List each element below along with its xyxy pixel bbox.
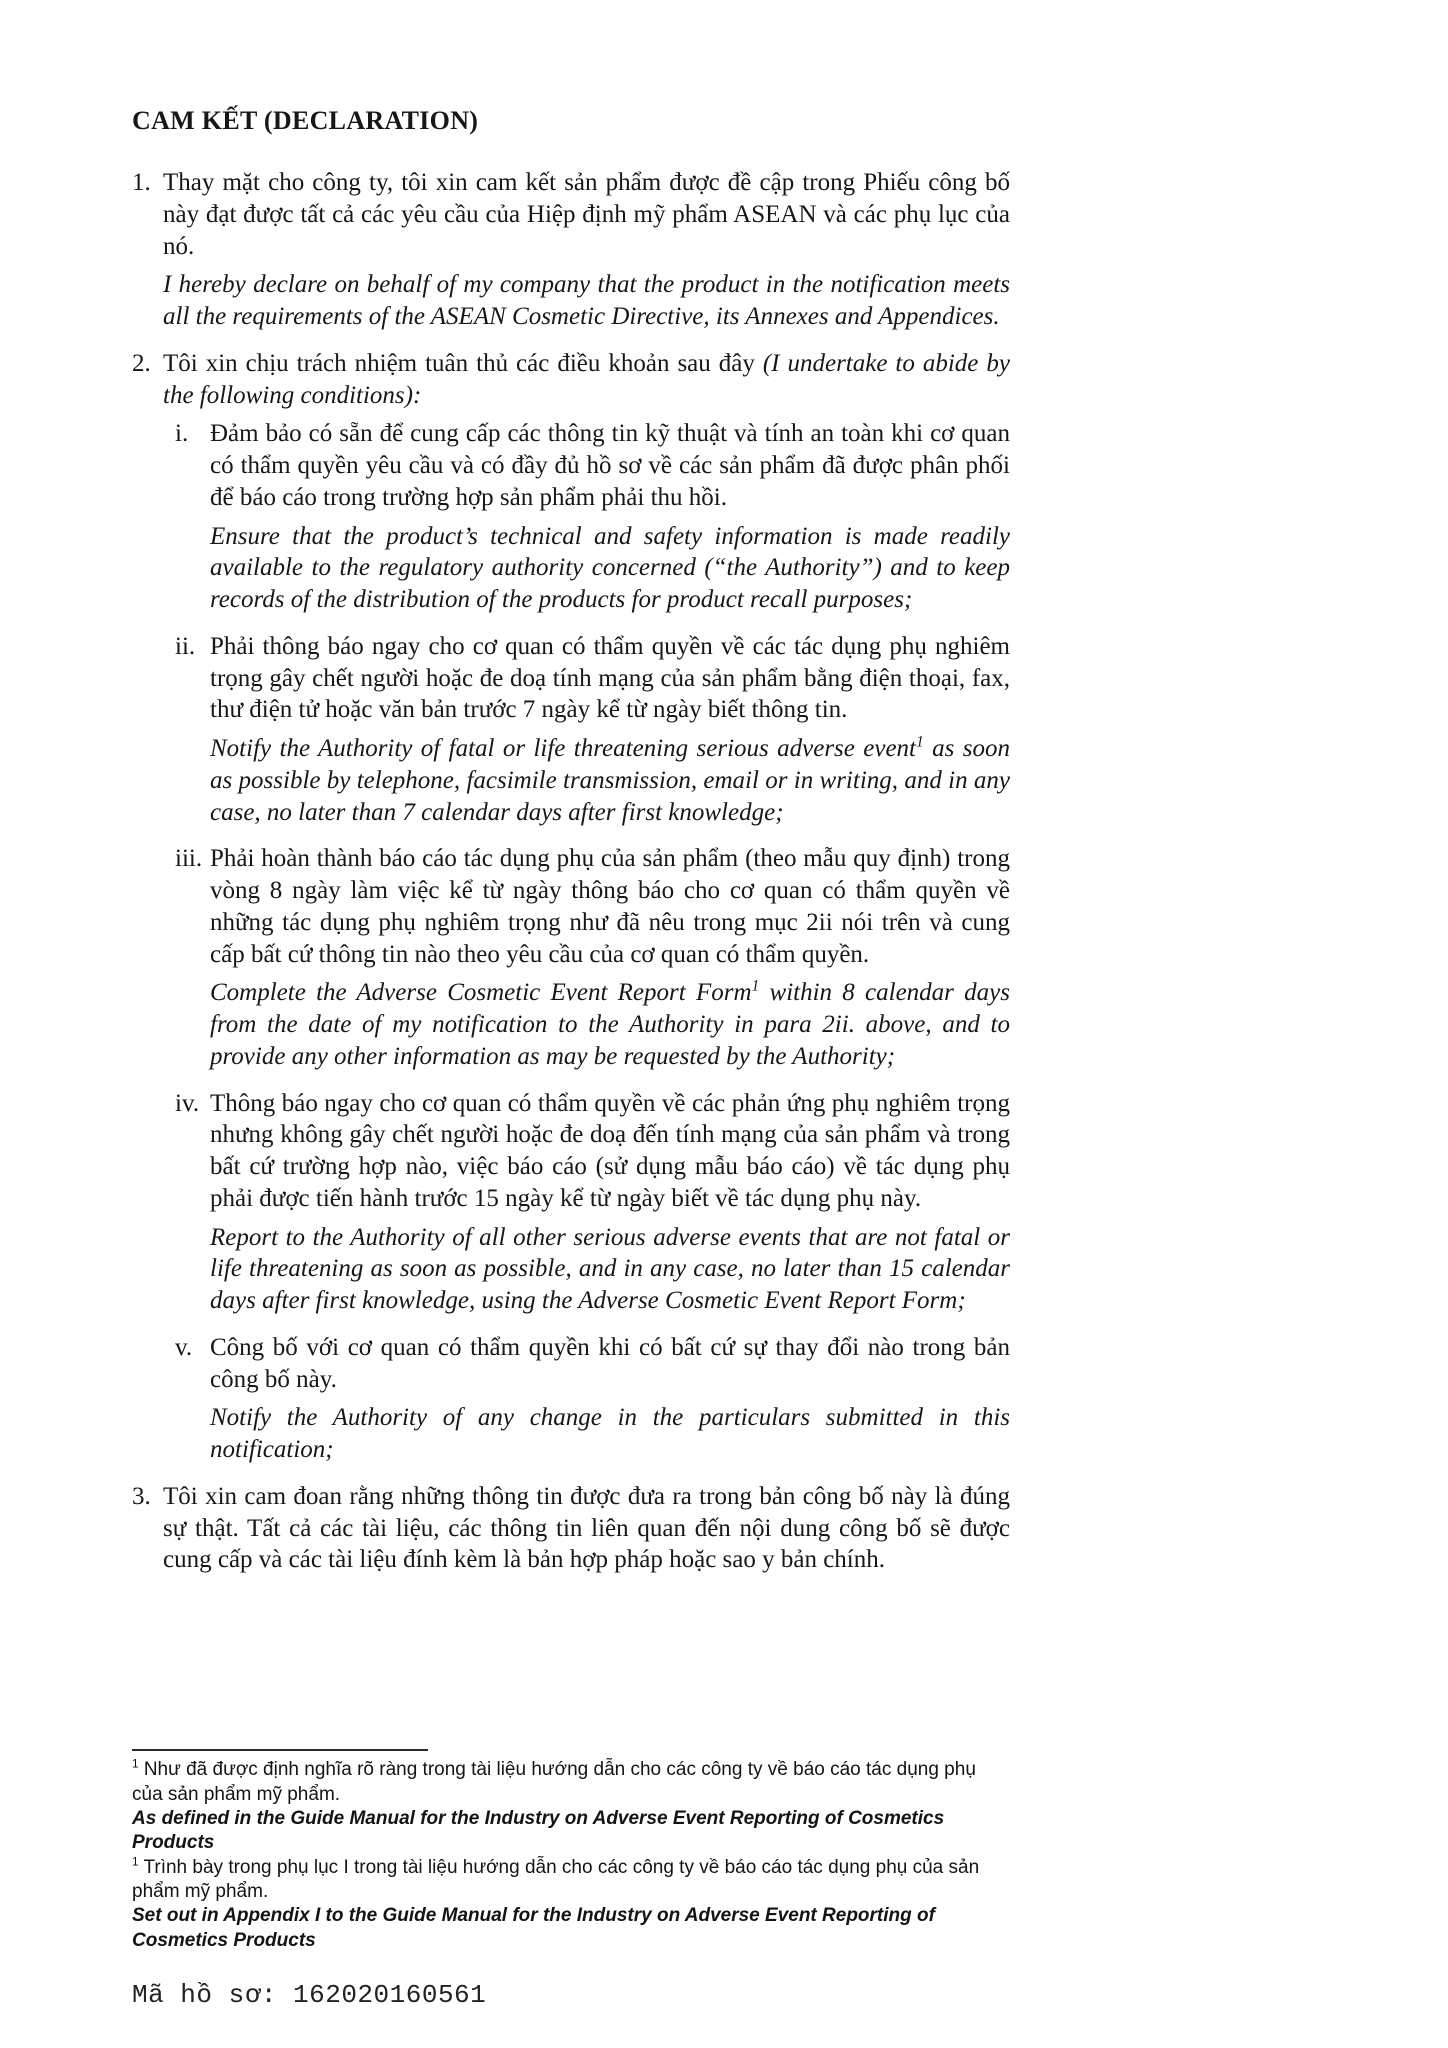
subitem-iv-english-text: Report to the Authority of all other serious adverse events that are not fatal or life threatening as soon as possible, and in any case, no later than 15 calendar days after first knowledge, using the Adverse Cosmetic Event Report Form;	[210, 1223, 1010, 1315]
footnotes-section	[132, 1749, 1010, 1953]
subitem-i	[163, 418, 1010, 631]
document-title: CAM KẾT (DECLARATION)	[132, 106, 479, 135]
footnote-2-english: Set out in Appendix I to the Guide Manual for the Industry on Adverse Event Reporting of Cosmetics Products	[132, 1905, 935, 1951]
subitem-v-body	[210, 1332, 1010, 1481]
subitem-iv	[163, 1088, 1010, 1332]
subitem-ii-body	[210, 631, 1010, 844]
subitem-ii-english-text	[210, 733, 1010, 828]
subitem-ii-english-part-a: Notify the Authority of fatal or life threatening serious adverse event	[210, 735, 916, 763]
subitem-iii-footnote-ref: 1	[751, 977, 760, 995]
subitem-i-body	[210, 418, 1010, 631]
subitem-ii-vietnamese-text: Phải thông báo ngay cho cơ quan có thẩm quyền về các tác dụng phụ nghiêm trọng gây chết người hoặc đe doạ tính mạng của sản phẩm bằng điện thoại, fax, thư điện tử hoặc văn bản trước 7 ngày kể từ ngày biết thông tin.	[210, 632, 1010, 724]
subitem-ii-footnote-ref: 1	[916, 733, 924, 751]
subitem-iii-english-part-b: within 8 calendar days from the date of my notification to the Authority in para 2ii. above, and to provide any other information as may be requested by the Authority;	[210, 979, 1010, 1070]
item-2-english-lead: (I undertake to abide by the following conditions):	[163, 349, 1010, 409]
item-1-english-text: I hereby declare on behalf of my company that the product in the notification meets all the requirements of the ASEAN Cosmetic Directive, its Annexes and Appendices.	[163, 271, 1010, 331]
subitem-iii-vietnamese-text: Phải hoàn thành báo cáo tác dụng phụ của sản phẩm (theo mẫu quy định) trong vòng 8 ngày làm việc kể từ ngày thông báo cho cơ quan có thẩm quyền về những tác dụng phụ nghiêm trọng như đã nêu trong mục 2ii nói trên và cung cấp bất cứ thông tin nào theo yêu cầu của cơ quan có thẩm quyền.	[210, 845, 1010, 968]
declaration-item-3	[132, 1481, 1010, 1583]
file-code: Mã hồ sơ: 162020160561	[132, 1979, 487, 2010]
item-3-body	[163, 1481, 1010, 1583]
subitem-iii-numeral: iii.	[175, 845, 203, 873]
footnote-1-vietnamese-text: Như đã được định nghĩa rõ ràng trong tài liệu hướng dẫn cho các công ty về báo cáo tác dụng phụ của sản phẩm mỹ phẩm.	[132, 1759, 976, 1805]
item-1-body	[163, 167, 1010, 348]
subitem-iii-english-text	[210, 977, 1010, 1072]
subitem-iv-vietnamese-text: Thông báo ngay cho cơ quan có thẩm quyền về các phản ứng phụ nghiêm trọng nhưng không gây chết người hoặc đe doạ đến tính mạng của sản phẩm và trong bất cứ trường hợp nào, việc báo cáo (sử dụng mẫu báo cáo) về tác dụng phụ phải được tiến hành trước 15 ngày kể từ ngày biết về tác dụng phụ này.	[210, 1089, 1010, 1212]
subitem-v-english-text: Notify the Authority of any change in the particulars submitted in this notification;	[210, 1404, 1010, 1464]
item-3-vietnamese-text: Tôi xin cam đoan rằng những thông tin được đưa ra trong bản công bố này là đúng sự thật. Tất cả các tài liệu, các thông tin liên quan đến nội dung công bố sẽ được cung cấp và các tài liệu đính kèm là bản hợp pháp hoặc sao y bản chính.	[163, 1482, 1010, 1574]
footnote-2-vietnamese-text: Trình bày trong phụ lục I trong tài liệu hướng dẫn cho các công ty về báo cáo tác dụng phụ của sản phẩm mỹ phẩm.	[132, 1856, 980, 1903]
declaration-item-1	[132, 167, 1010, 348]
declaration-item-2	[132, 348, 1010, 1481]
subitem-v-numeral: v.	[175, 1333, 193, 1361]
footnote-2-marker: 1	[132, 1855, 139, 1869]
footnote-2-vietnamese	[132, 1856, 1010, 1905]
subitem-i-english-text: Ensure that the product’s technical and safety information is made readily available to the regulatory authority concerned (“the Authority”) and to keep records of the distribution of the products for product recall purposes;	[210, 522, 1010, 614]
item-2-vietnamese-lead: Tôi xin chịu trách nhiệm tuân thủ các điều khoản sau đây	[163, 349, 763, 377]
subitem-iii-body	[210, 843, 1010, 1087]
item-2-body	[163, 348, 1010, 1481]
item-1-vietnamese-text: Thay mặt cho công ty, tôi xin cam kết sản phẩm được đề cập trong Phiếu công bố này đạt được tất cả các yêu cầu của Hiệp định mỹ phẩm ASEAN và các phụ lục của nó.	[163, 169, 1010, 260]
subitem-i-numeral: i.	[175, 420, 189, 448]
item-3-number: 3.	[132, 1482, 151, 1510]
subitem-iii	[163, 843, 1010, 1087]
subitem-ii	[163, 631, 1010, 844]
subitem-iii-english-part-a: Complete the Adverse Cosmetic Event Report Form	[210, 979, 752, 1007]
subitem-i-vietnamese-text: Đảm bảo có sẵn để cung cấp các thông tin kỹ thuật và tính an toàn khi cơ quan có thẩm quyền yêu cầu và có đầy đủ hồ sơ về các sản phẩm đã được phân phối để báo cáo trong trường hợp sản phẩm phải thu hồi.	[210, 420, 1010, 511]
footnote-1-vietnamese	[132, 1758, 1010, 1807]
subitem-iv-body	[210, 1088, 1010, 1332]
item-2-number: 2.	[132, 349, 151, 377]
subitem-v	[163, 1332, 1010, 1481]
footnote-separator	[132, 1749, 428, 1751]
subitem-iv-numeral: iv.	[175, 1089, 200, 1117]
item-1-number: 1.	[132, 169, 151, 197]
subitem-v-vietnamese-text: Công bố với cơ quan có thẩm quyền khi có bất cứ sự thay đổi nào trong bản công bố này.	[210, 1333, 1010, 1393]
item-2-lead-paragraph	[163, 348, 1010, 412]
footnote-1-english: As defined in the Guide Manual for the Industry on Adverse Event Reporting of Cosmetics Products	[132, 1808, 945, 1854]
subitem-ii-numeral: ii.	[175, 632, 196, 660]
footnote-1-marker: 1	[132, 1758, 139, 1772]
subitem-ii-english-part-b: as soon as possible by telephone, facsimile transmission, email or in writing, and in any case, no later than 7 calendar days after first knowledge;	[210, 735, 1010, 826]
